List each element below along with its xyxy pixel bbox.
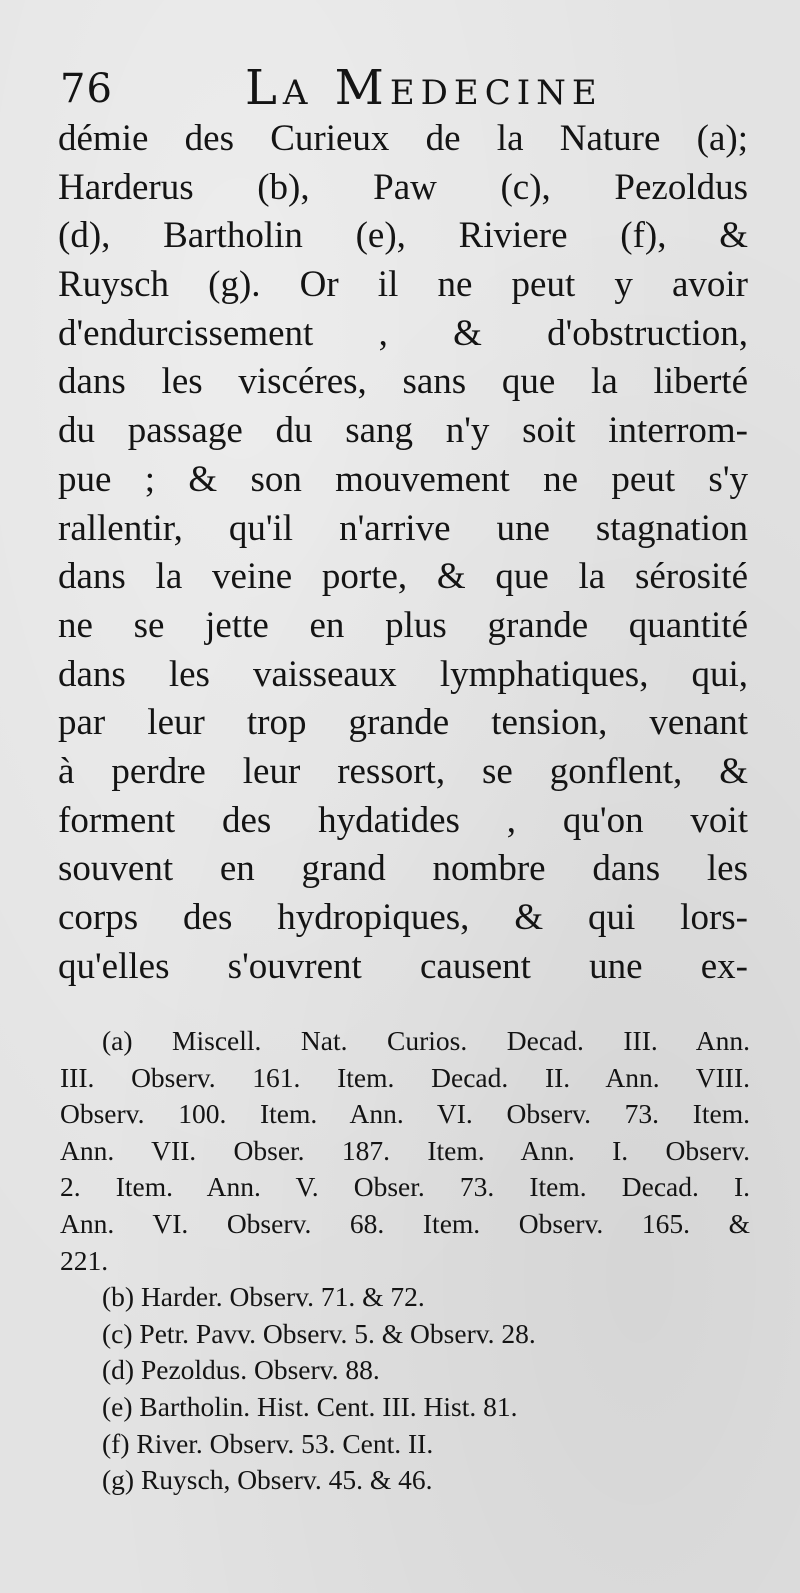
body-line: dans la veine porte, & que la sérosité <box>58 556 748 598</box>
running-head: La Medecine <box>245 60 603 116</box>
body-line: qu'elles s'ouvrent causent une ex- <box>58 945 748 987</box>
body-line: souvent en grand nombre dans les <box>58 848 748 890</box>
footnote-line: (g) Ruysch, Observ. 45. & 46. <box>102 1464 433 1496</box>
footnote-line: (f) River. Observ. 53. Cent. II. <box>102 1427 434 1459</box>
body-line: Harderus (b), Paw (c), Pezoldus <box>58 166 748 208</box>
body-line: ne se jette en plus grande quantité <box>58 604 748 646</box>
footnote-line: 2. Item. Ann. V. Obser. 73. Item. Decad. I. <box>60 1171 750 1203</box>
body-line: par leur trop grande tension, venant <box>58 702 748 744</box>
footnotes <box>60 1023 750 1499</box>
body-line: Ruysch (g). Or il ne peut y avoir <box>58 264 748 306</box>
footnote-line: (d) Pezoldus. Observ. 88. <box>102 1354 380 1386</box>
body-line: rallentir, qu'il n'arrive une stagnation <box>58 507 748 549</box>
footnote-line: (e) Bartholin. Hist. Cent. III. Hist. 81. <box>102 1390 518 1422</box>
footnote-line: Observ. 100. Item. Ann. VI. Observ. 73. Item. <box>60 1098 750 1130</box>
body-line: corps des hydropiques, & qui lors- <box>58 897 748 938</box>
body-line: démie des Curieux de la Nature (a); <box>58 118 748 159</box>
footnote-line: (b) Harder. Observ. 71. & 72. <box>102 1281 425 1313</box>
body-line: à perdre leur ressort, se gonflent, & <box>58 750 748 792</box>
body-line: dans les viscéres, sans que la liberté <box>58 361 748 403</box>
footnote-line: (c) Petr. Pavv. Observ. 5. & Observ. 28. <box>102 1317 536 1349</box>
footnote-line: Ann. VI. Observ. 68. Item. Observ. 165. & <box>60 1207 750 1239</box>
body-line: forment des hydatides , qu'on voit <box>58 799 748 841</box>
body-line: du passage du sang n'y soit interrom- <box>58 410 748 452</box>
footnote-line: III. Observ. 161. Item. Decad. II. Ann. VIII. <box>60 1061 750 1093</box>
body-line: dans les vaisseaux lymphatiques, qui, <box>58 653 748 695</box>
footnote-line: (a) Miscell. Nat. Curios. Decad. III. Ann. <box>102 1025 750 1056</box>
body-line: pue ; & son mouvement ne peut s'y <box>58 458 748 500</box>
page-number: 76 <box>60 66 113 112</box>
body-line: d'endurcissement , & d'obstruction, <box>58 312 748 354</box>
body-line: (d), Bartholin (e), Riviere (f), & <box>58 215 748 257</box>
page-header <box>60 60 760 120</box>
body-text <box>58 115 748 991</box>
footnote-line: Ann. VII. Obser. 187. Item. Ann. I. Observ. <box>60 1134 750 1166</box>
footnote-line: 221. <box>60 1244 109 1276</box>
